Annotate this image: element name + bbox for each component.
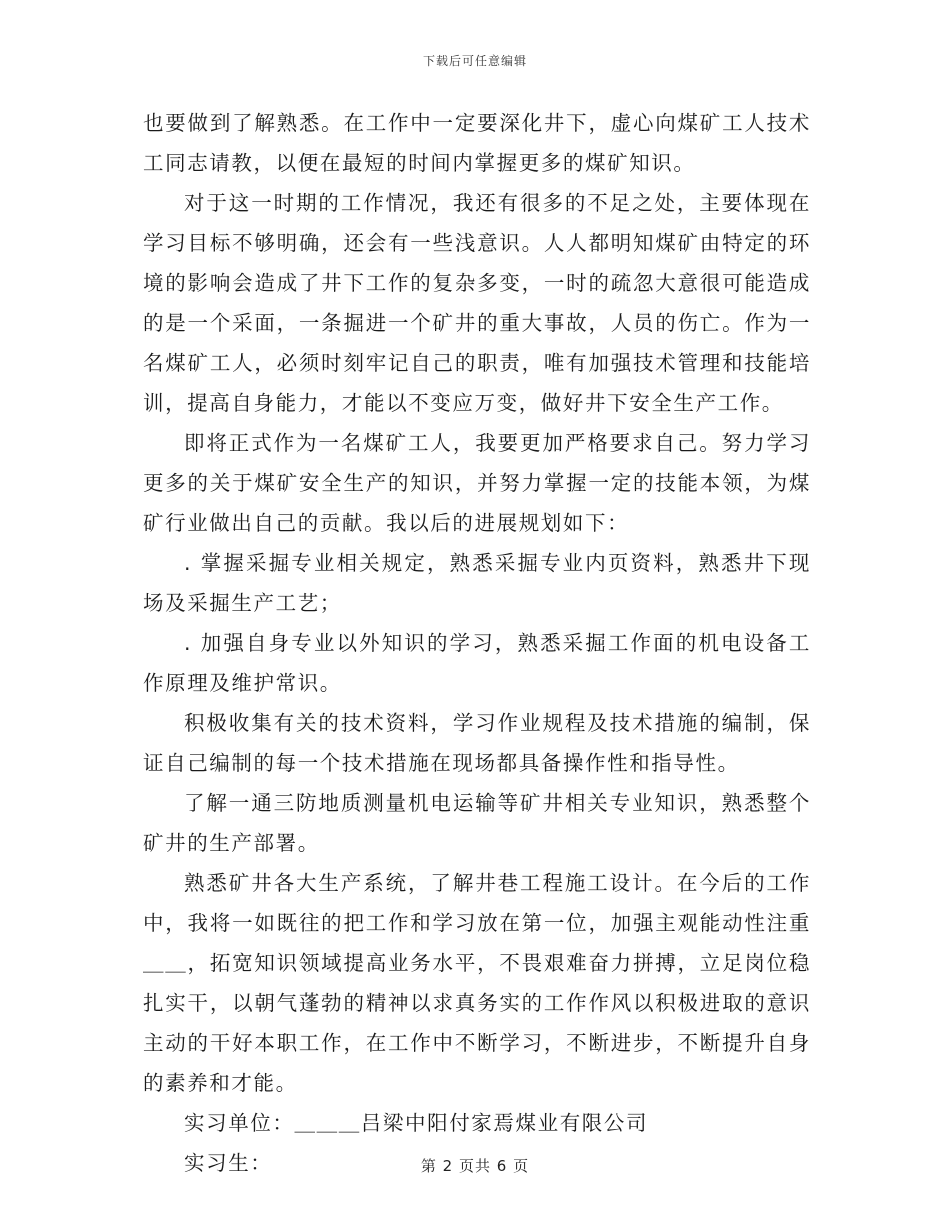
plan-item-knowledge: . 加强自身专业以外知识的学习，熟悉采掘工作面的机电设备工作原理及维护常识。: [143, 631, 811, 695]
plan-item-technical-materials: 积极收集有关的技术资料，学习作业规程及技术措施的编制，保证自己编制的每一个技术措施在现场都具备操作性和指导性。: [143, 711, 811, 775]
intern-signature-line: 实习生：: [184, 1151, 273, 1175]
paragraph-continuation: 也要做到了解熟悉。在工作中一定要深化井下，虚心向煤矿工人技术工同志请教，以便在最短的时间内掌握更多的煤矿知识。: [143, 111, 811, 175]
document-body: [143, 103, 811, 1183]
paragraph-conclusion: 熟悉矿井各大生产系统，了解井巷工程施工设计。在今后的工作中，我将一如既往的把工作和学习放在第一位，加强主观能动性注重＿＿，拓宽知识领域提高业务水平，不畏艰难奋力拼搏，立足岗位稳扎实干，以朝气蓬勃的精神以求真务实的工作作风以积极进取的意识主动的干好本职工作，在工作中不断学习，不断进步，不断提升自身的素养和才能。: [143, 871, 811, 1095]
internship-unit: 实习单位：＿＿＿吕梁中阳付家焉煤业有限公司: [184, 1111, 649, 1135]
page-header: 下载后可任意编辑: [422, 54, 527, 68]
plan-item-regulations: . 掌握采掘专业相关规定，熟悉采掘专业内页资料，熟悉井下现场及采掘生产工艺；: [143, 551, 811, 615]
paragraph-shortcomings: 对于这一时期的工作情况，我还有很多的不足之处，主要体现在学习目标不够明确，还会有一些浅意识。人人都明知煤矿由特定的环境的影响会造成了井下工作的复杂多变，一时的疏忽大意很可能造成的是一个采面，一条掘进一个矿井的重大事故，人员的伤亡。作为一名煤矿工人，必须时刻牢记自己的职责，唯有加强技术管理和技能培训，提高自身能力，才能以不变应万变，做好井下安全生产工作。: [143, 191, 811, 415]
page-number-footer: 第 2 页共 6 页: [420, 1157, 530, 1175]
paragraph-plan-intro: 即将正式作为一名煤矿工人，我要更加严格要求自己。努力学习更多的关于煤矿安全生产的知识，并努力掌握一定的技能本领，为煤矿行业做出自己的贡献。我以后的进展规划如下：: [143, 431, 811, 535]
plan-item-mine-knowledge: 了解一通三防地质测量机电运输等矿井相关专业知识，熟悉整个矿井的生产部署。: [143, 791, 811, 855]
